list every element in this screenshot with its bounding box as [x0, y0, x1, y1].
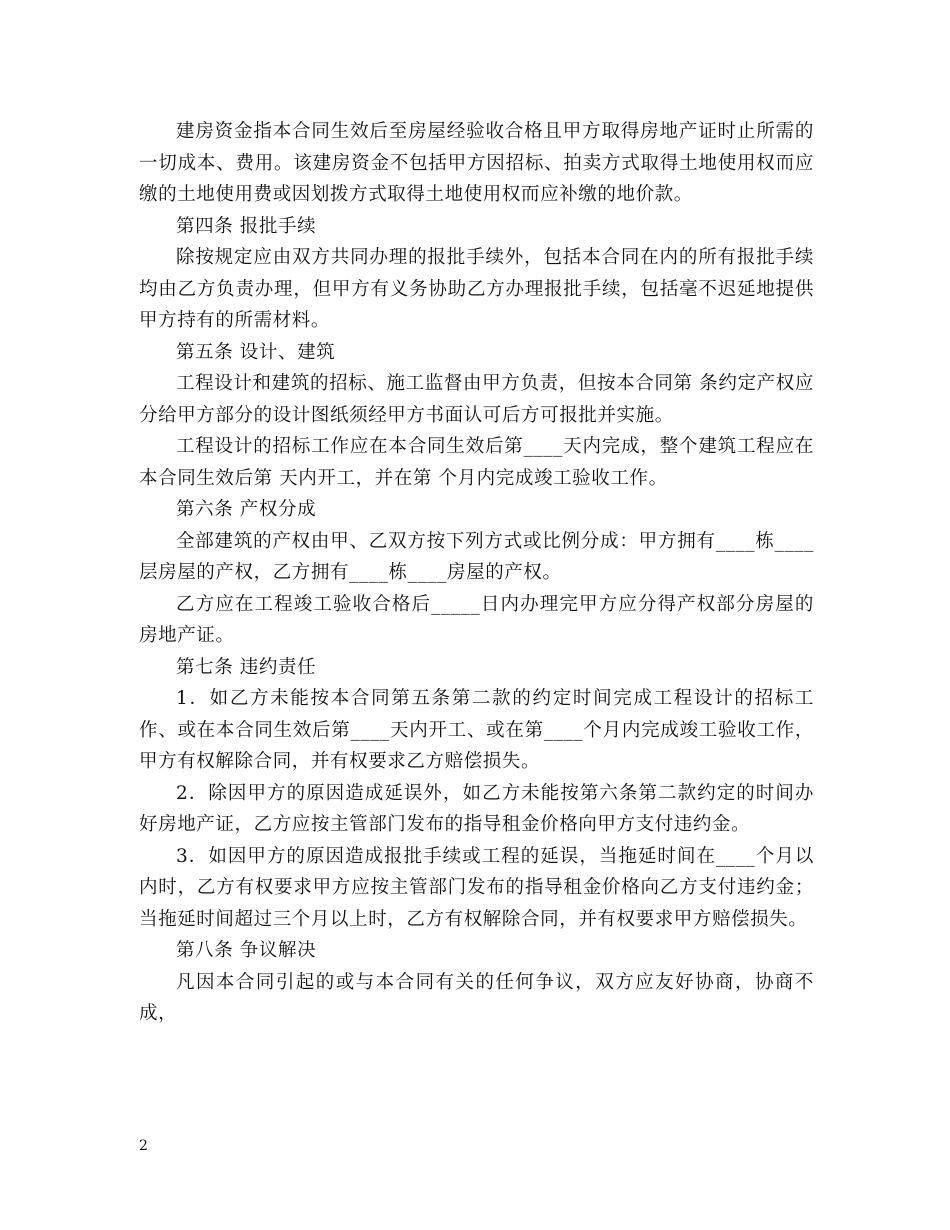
- paragraph-liability-2: 2．除因甲方的原因造成延误外，如乙方未能按第六条第二款约定的时间办好房地产证，乙方应按主管部门发布的指导租金价格向甲方支付违约金。: [139, 782, 814, 835]
- page-number: 2: [139, 1138, 148, 1154]
- article-7-heading: 第七条 违约责任: [176, 656, 317, 678]
- article-6-heading: 第六条 产权分成: [176, 499, 317, 520]
- paragraph-design-bidding: 工程设计和建筑的招标、施工监督由甲方负责，但按本合同第 条约定产权应分给甲方部分的设计图纸须经甲方书面认可后方可报批并实施。: [139, 373, 814, 426]
- paragraph-funds-definition: 建房资金指本合同生效后至房屋经验收合格且甲方取得房地产证时止所需的一切成本、费用。该建房资金不包括甲方因招标、拍卖方式取得土地使用权而应缴的土地使用费或因划拨方式取得土地使用权而应补缴的地价款。: [139, 121, 814, 205]
- article-5-heading: 第五条 设计、建筑: [176, 341, 336, 363]
- paragraph-property-split: 全部建筑的产权由甲、乙双方按下列方式或比例分成：甲方拥有____栋____层房屋的产权，乙方拥有____栋____房屋的产权。: [139, 530, 814, 583]
- paragraph-property-certificate: 乙方应在工程竣工验收合格后_____日内办理完甲方应分得产权部分房屋的房地产证。: [139, 593, 814, 646]
- document-body: [139, 116, 814, 1030]
- paragraph-design-schedule: 工程设计的招标工作应在本合同生效后第____天内完成，整个建筑工程应在本合同生效后第 天内开工，并在第 个月内完成竣工验收工作。: [139, 436, 814, 489]
- article-8-heading: 第八条 争议解决: [176, 940, 317, 961]
- article-4-heading: 第四条 报批手续: [176, 215, 317, 237]
- paragraph-approval-procedures: 除按规定应由双方共同办理的报批手续外，包括本合同在内的所有报批手续均由乙方负责办理，但甲方有义务协助乙方办理报批手续，包括毫不迟延地提供甲方持有的所需材料。: [139, 247, 814, 331]
- paragraph-liability-1: 1．如乙方未能按本合同第五条第二款的约定时间完成工程设计的招标工作、或在本合同生效后第____天内开工、或在第____个月内完成竣工验收工作，甲方有权解除合同，并有权要求乙方赔偿损失。: [139, 688, 814, 772]
- paragraph-dispute-resolution: 凡因本合同引起的或与本合同有关的任何争议，双方应友好协商，协商不成，: [139, 971, 814, 1024]
- paragraph-liability-3: 3．如因甲方的原因造成报批手续或工程的延误，当拖延时间在____个月以内时，乙方有权要求甲方应按主管部门发布的指导租金价格向乙方支付违约金；当拖延时间超过三个月以上时，乙方有权解除合同，并有权要求甲方赔偿损失。: [139, 845, 814, 930]
